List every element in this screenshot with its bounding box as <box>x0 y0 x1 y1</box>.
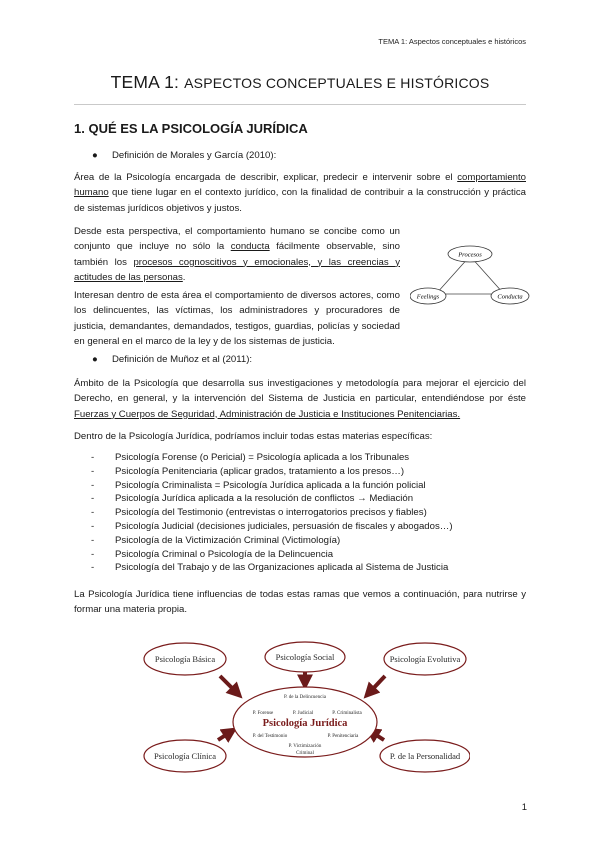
underlined-term: procesos cognoscitivos y emocionales, y las creencias y actitudes de las personas <box>74 256 400 283</box>
triangle-label-left: Feelings <box>416 293 440 301</box>
page-title <box>0 72 600 93</box>
label-criminal: Criminal <box>296 751 314 756</box>
label-forense: P. Forense <box>252 711 274 716</box>
list-item: - Psicología Penitenciaria (aplicar grados, tratamiento a los presos…) <box>91 465 405 477</box>
paragraph-influences: La Psicología Jurídica tiene influencias de todas estas ramas que vemos a continuación, para nutrirse y formar una materia propia. <box>74 589 526 616</box>
label-testimonio: P. del Testimonio <box>252 734 288 739</box>
label-evolutiva: Psicología Evolutiva <box>389 654 461 664</box>
list-item: - Psicología Jurídica aplicada a la resolución de conflictos → Mediación <box>91 493 414 505</box>
bullet-definition-1 <box>92 150 276 161</box>
influences-diagram <box>140 636 470 778</box>
list-item: - Psicología del Trabajo y de las Organizaciones aplicada al Sistema de Justicia <box>91 562 449 574</box>
page-number: 1 <box>521 802 527 813</box>
behavior-triangle-diagram <box>410 236 530 316</box>
paragraph-actors: Interesan dentro de esta área el comportamiento de diversos actores, como los delincuentes, las víctimas, los administradores y procuradores de justicia, demandantes, demandados, testigos, guardias, policías y sociedad en general en el marco de la ley y de los sistemas de justicia. <box>74 290 400 347</box>
paragraph-definition-2 <box>74 376 526 422</box>
label-basica: Psicología Básica <box>154 654 216 664</box>
label-penitenciaria: P. Penitenciaria <box>327 734 359 739</box>
running-header: TEMA 1: Aspectos conceptuales e históricos <box>378 37 526 46</box>
bullet-label: Definición de Muñoz et al (2011): <box>112 354 253 365</box>
paragraph-perspective <box>74 224 400 285</box>
paragraph-definition-1 <box>74 170 526 216</box>
text-run: fácilmente observable, sino también los <box>74 241 400 268</box>
underlined-term: conducta <box>230 241 270 253</box>
text-run: Ámbito de la Psicología que desarrolla sus investigaciones y metodología para mejorar el ejercicio del Derecho, en general, y la intervención del Sistema de Justicia en particular, entendiéndose por éste <box>74 378 526 405</box>
list-item: - Psicología Forense (o Pericial) = Psicología aplicada a los Tribunales <box>91 452 410 463</box>
title-prefix: TEMA 1: <box>110 72 185 92</box>
text-run: Desde esta perspectiva, el comportamiento humano se concibe como un conjunto que incluye no sólo la <box>74 226 400 253</box>
list-item: - Psicología Judicial (decisiones judiciales, persuasión de fiscales y abogados…) <box>91 520 453 532</box>
bullet-dot: ● <box>92 354 98 365</box>
label-victimizacion: P. Victimización <box>288 744 322 749</box>
title-main: ASPECTOS CONCEPTUALES E HISTÓRICOS <box>184 75 490 91</box>
text-run: . <box>182 271 186 283</box>
triangle-label-right: Conducta <box>497 293 523 301</box>
list-item: - Psicología Criminalista = Psicología Jurídica aplicada a la función policial <box>91 479 426 491</box>
title-divider <box>74 104 526 105</box>
arrow-basica <box>220 676 238 694</box>
label-criminalista: P. Criminalista <box>332 711 362 716</box>
bullet-definition-2 <box>92 354 252 365</box>
list-item: - Psicología del Testimonio (entrevistas o interrogatorios precisos y fiables) <box>91 507 427 519</box>
bullet-label: Definición de Morales y García (2010): <box>112 150 277 161</box>
subjects-list <box>91 451 453 575</box>
list-item: - Psicología de la Victimización Criminal (Victimología) <box>91 534 341 546</box>
label-personalidad: P. de la Personalidad <box>389 751 461 761</box>
triangle-label-top: Procesos <box>458 251 482 259</box>
underlined-term: comportamiento humano <box>74 172 526 199</box>
label-judicial: P. Judicial <box>292 711 314 716</box>
label-juridica: Psicología Jurídica <box>262 718 348 729</box>
label-social: Psicología Social <box>275 652 335 662</box>
underlined-term: Fuerzas y Cuerpos de Seguridad, Administración de Justicia e Instituciones Penitenciarias. <box>74 408 461 420</box>
arrow-clinica <box>218 731 232 740</box>
text-run: Área de la Psicología encargada de describir, explicar, predecir e intervenir sobre el <box>74 172 458 183</box>
label-delincuencia: P. de la Delincuencia <box>284 695 326 700</box>
list-item: - Psicología Criminal o Psicología de la Delincuencia <box>91 548 334 560</box>
section-heading: 1. QUÉ ES LA PSICOLOGÍA JURÍDICA <box>74 121 308 136</box>
arrow-evolutiva <box>368 676 385 694</box>
bullet-dot: ● <box>92 150 98 161</box>
label-clinica: Psicología Clínica <box>153 751 217 761</box>
text-run: que tiene lugar en el contexto jurídico, con la finalidad de contribuir a la construcción y práctica de sistemas jurídicos objetivos y justos. <box>74 187 526 214</box>
paragraph-subjects-intro: Dentro de la Psicología Jurídica, podríamos incluir todas estas materias específicas: <box>74 431 433 442</box>
